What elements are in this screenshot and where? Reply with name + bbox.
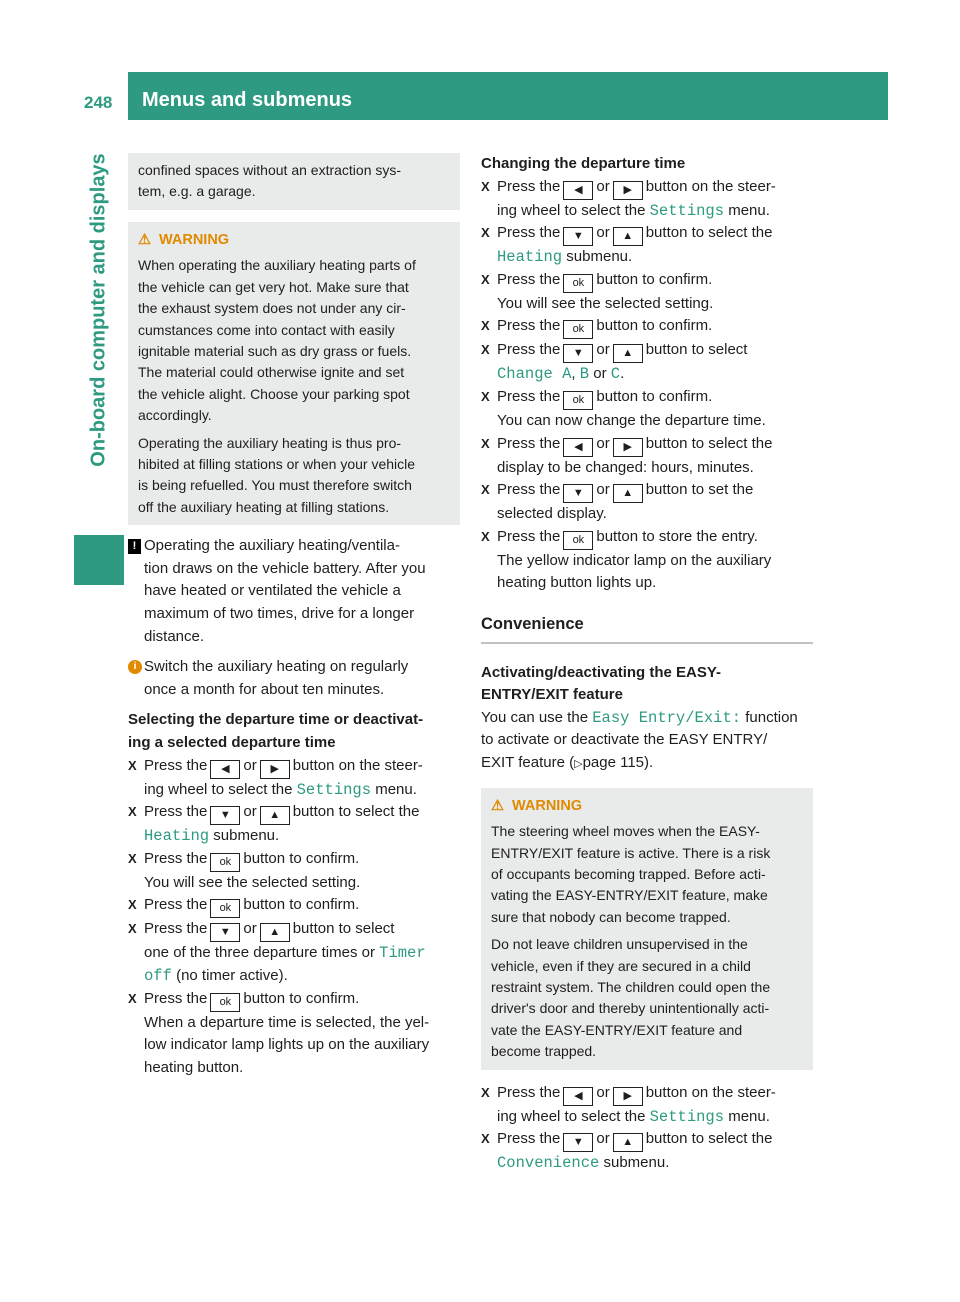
right-arrow-key-icon: ▶ <box>613 1087 643 1106</box>
instruction-step: X Press the ▼ or ▲ button to select the Convenience submenu. <box>481 1128 813 1175</box>
instruction-step: X Press the ok button to confirm. You will see the selected setting. <box>128 848 460 895</box>
section-heading: Selecting the departure time or deactivat- ing a selected departure time <box>128 711 424 752</box>
option-b: B <box>579 365 590 384</box>
right-column <box>481 153 813 1175</box>
warning-box <box>481 788 813 1070</box>
warning-label: WARNING <box>512 797 583 814</box>
up-key-icon: ▲ <box>613 344 643 363</box>
up-key-icon: ▲ <box>260 806 290 825</box>
warning-paragraph: When operating the auxiliary heating parts of the vehicle can get very hot. Make sure that the exhaust system does not under any cir- cumstances come into contact with easily ignitable material such as dry grass or fuels. The material could otherwise ignite and set the vehicle alight. Choose your parking spot accordingly. <box>138 257 416 424</box>
ok-key-icon: ok <box>563 531 593 550</box>
warning-paragraph: Operating the auxiliary heating is thus pro- hibited at filling stations or when your vehicle is being refuelled. You must therefore switch off the auxiliary heating at filling stations. <box>138 434 416 515</box>
left-arrow-key-icon: ◀ <box>563 1087 593 1106</box>
warning-triangle-icon: ⚠ <box>491 797 504 814</box>
option-change-a: Change A <box>497 365 572 384</box>
option-off: off <box>144 967 172 985</box>
text-line: tem, e.g. a garage. <box>138 183 256 200</box>
intro-paragraph: You can use the Easy Entry/Exit: function to activate or deactivate the EASY ENTRY/ EXIT feature (▷page 115). <box>481 708 798 771</box>
menu-settings: Settings <box>296 780 372 799</box>
page-title: Menus and submenus <box>142 89 353 111</box>
instruction-step: X Press the ok button to confirm. When a departure time is selected, the yel- low indicator lamp lights up on the auxiliary heating button. <box>128 988 460 1080</box>
instruction-step: X Press the ▼ or ▲ button to set the selected display. <box>481 479 813 526</box>
info-icon: i <box>128 660 142 674</box>
left-column <box>128 153 460 1079</box>
instruction-step: X Press the ok button to confirm. <box>128 894 460 918</box>
warning-title <box>491 795 803 818</box>
page-number: 248 <box>84 93 113 112</box>
warning-title <box>138 229 450 252</box>
right-arrow-key-icon: ▶ <box>260 760 290 779</box>
right-arrow-key-icon: ▶ <box>613 438 643 457</box>
menu-convenience: Convenience <box>497 1154 600 1173</box>
section-title: Convenience <box>481 613 813 644</box>
instruction-step: X Press the ok button to confirm. <box>481 315 813 339</box>
ok-key-icon: ok <box>210 853 240 872</box>
up-key-icon: ▲ <box>613 227 643 246</box>
instruction-step: X Press the ◀ or ▶ button on the steer- ing wheel to select the Settings menu. <box>128 755 460 802</box>
instruction-step: X Press the ◀ or ▶ button on the steer- ing wheel to select the Settings menu. <box>481 1082 813 1129</box>
side-section-text: On-board computer and displays <box>87 153 110 467</box>
instruction-step: X Press the ▼ or ▲ button to select Change A, B or C. <box>481 339 813 386</box>
right-arrow-key-icon: ▶ <box>613 181 643 200</box>
ok-key-icon: ok <box>563 274 593 293</box>
down-key-icon: ▼ <box>210 923 240 942</box>
info-note: i Switch the auxiliary heating on regularly once a month for about ten minutes. <box>128 656 460 701</box>
ok-key-icon: ok <box>210 993 240 1012</box>
up-key-icon: ▲ <box>613 1133 643 1152</box>
instruction-step: X Press the ▼ or ▲ button to select the Heating submenu. <box>128 801 460 848</box>
down-key-icon: ▼ <box>563 227 593 246</box>
text-line: confined spaces without an extraction sys- <box>138 162 402 178</box>
ok-key-icon: ok <box>563 320 593 339</box>
left-arrow-key-icon: ◀ <box>563 438 593 457</box>
down-key-icon: ▼ <box>210 806 240 825</box>
menu-heating: Heating <box>144 827 210 846</box>
subsection-heading: Activating/deactivating the EASY- ENTRY/EXIT feature <box>481 663 722 704</box>
instruction-step: X Press the ▼ or ▲ button to select the Heating submenu. <box>481 222 813 269</box>
warning-paragraph: The steering wheel moves when the EASY- ENTRY/EXIT feature is active. There is a risk of occupants becoming trapped. Before acti- vating the EASY-ENTRY/EXIT feature, make sure that nobody can become trapped. <box>491 823 771 925</box>
instruction-step: X Press the ◀ or ▶ button to select the display to be changed: hours, minutes. <box>481 433 813 480</box>
function-easy-entry-exit: Easy Entry/Exit: <box>592 708 742 727</box>
down-key-icon: ▼ <box>563 1133 593 1152</box>
caution-note: ! Operating the auxiliary heating/ventila- tion draws on the vehicle battery. After you have heated or ventilated the vehicle a maximum of two times, drive for a longer distance. <box>128 535 460 648</box>
down-key-icon: ▼ <box>563 344 593 363</box>
up-key-icon: ▲ <box>260 923 290 942</box>
instruction-step: X Press the ▼ or ▲ button to select one of the three departure times or Timer off (no timer active). <box>128 918 460 987</box>
menu-heating: Heating <box>497 248 563 267</box>
exclamation-icon: ! <box>128 539 141 554</box>
option-c: C <box>610 365 621 384</box>
warning-paragraph: Do not leave children unsupervised in the vehicle, even if they are secured in a child restraint system. The children could open the driver's door and thereby unintentionally acti- vate the EASY-ENTRY/EXIT feature and become trapped. <box>491 936 771 1060</box>
menu-settings: Settings <box>649 1107 725 1126</box>
ok-key-icon: ok <box>210 899 240 918</box>
ok-key-icon: ok <box>563 391 593 410</box>
instruction-step: X Press the ok button to store the entry. The yellow indicator lamp on the auxiliary heating button lights up. <box>481 526 813 595</box>
continued-warning-box <box>128 153 460 210</box>
page-reference-arrow-icon: ▷ <box>574 757 583 770</box>
up-key-icon: ▲ <box>613 484 643 503</box>
down-key-icon: ▼ <box>563 484 593 503</box>
warning-box <box>128 222 460 525</box>
instruction-step: X Press the ok button to confirm. You will see the selected setting. <box>481 269 813 316</box>
option-timer: Timer <box>379 944 426 963</box>
warning-label: WARNING <box>159 231 230 248</box>
section-heading: Changing the departure time <box>481 155 686 172</box>
instruction-step: X Press the ◀ or ▶ button on the steer- ing wheel to select the Settings menu. <box>481 176 813 223</box>
header-separator <box>124 72 127 120</box>
menu-settings: Settings <box>649 201 725 220</box>
warning-triangle-icon: ⚠ <box>138 231 151 248</box>
left-arrow-key-icon: ◀ <box>563 181 593 200</box>
left-arrow-key-icon: ◀ <box>210 760 240 779</box>
side-section-label <box>74 110 124 510</box>
instruction-step: X Press the ok button to confirm. You can now change the departure time. <box>481 386 813 433</box>
side-marker <box>74 535 124 585</box>
